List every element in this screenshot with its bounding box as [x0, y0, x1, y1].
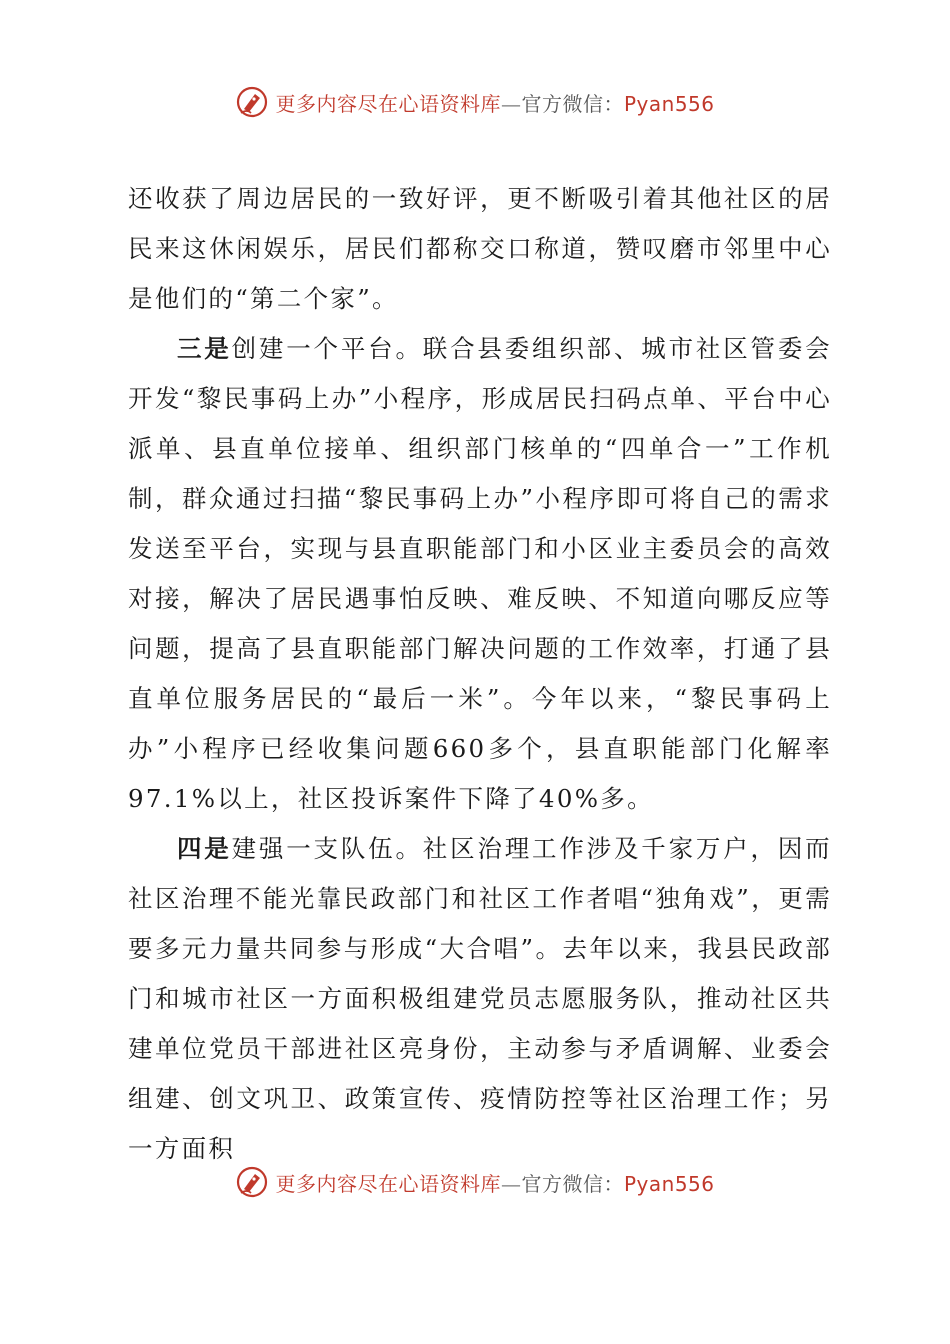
banner-separator: —	[500, 91, 522, 116]
banner-separator: —	[500, 1171, 522, 1196]
paragraph	[128, 324, 832, 824]
document-body	[128, 174, 832, 1174]
paragraph-text: 还收获了周边居民的一致好评，更不断吸引着其他社区的居民来这休闲娱乐，居民们都称交口称道，赞叹磨市邻里中心是他们的“第二个家”。	[128, 184, 832, 313]
banner-text	[275, 1168, 714, 1197]
footer-banner	[0, 1162, 950, 1202]
banner-text	[275, 88, 714, 117]
pen-nib-icon	[235, 85, 269, 119]
paragraph-text: 创建一个平台。联合县委组织部、城市社区管委会开发“黎民事码上办”小程序，形成居民扫码点单、平台中心派单、县直单位接单、组织部门核单的“四单合一”工作机制，群众通过扫描“黎民事码上办”小程序即可将自己的需求发送至平台，实现与县直职能部门和小区业主委员会的高效对接，解决了居民遇事怕反映、难反映、不知道向哪反应等问题，提高了县直职能部门解决问题的工作效率，打通了县直单位服务居民的“最后一米”。今年以来，“黎民事码上办”小程序已经收集问题660多个，县直职能部门化解率97.1%以上，社区投诉案件下降了40%多。	[128, 334, 832, 813]
header-banner	[0, 82, 950, 122]
banner-wechat-id: Pyan556	[623, 91, 715, 116]
paragraph-lead: 四是	[177, 834, 232, 863]
paragraph-lead: 三是	[177, 334, 232, 363]
banner-main-text: 更多内容尽在心语资料库	[275, 91, 501, 116]
banner-wechat-label: 官方微信：	[521, 91, 624, 116]
paragraph	[128, 824, 832, 1174]
pen-nib-icon	[235, 1165, 269, 1199]
banner-main-text: 更多内容尽在心语资料库	[275, 1171, 501, 1196]
paragraph	[128, 174, 832, 324]
banner-wechat-label: 官方微信：	[521, 1171, 624, 1196]
paragraph-text: 建强一支队伍。社区治理工作涉及千家万户，因而社区治理不能光靠民政部门和社区工作者唱“独角戏”，更需要多元力量共同参与形成“大合唱”。去年以来，我县民政部门和城市社区一方面积极组建党员志愿服务队，推动社区共建单位党员干部进社区亮身份，主动参与矛盾调解、业委会组建、创文巩卫、政策宣传、疫情防控等社区治理工作；另一方面积	[128, 834, 832, 1163]
banner-wechat-id: Pyan556	[623, 1171, 715, 1196]
